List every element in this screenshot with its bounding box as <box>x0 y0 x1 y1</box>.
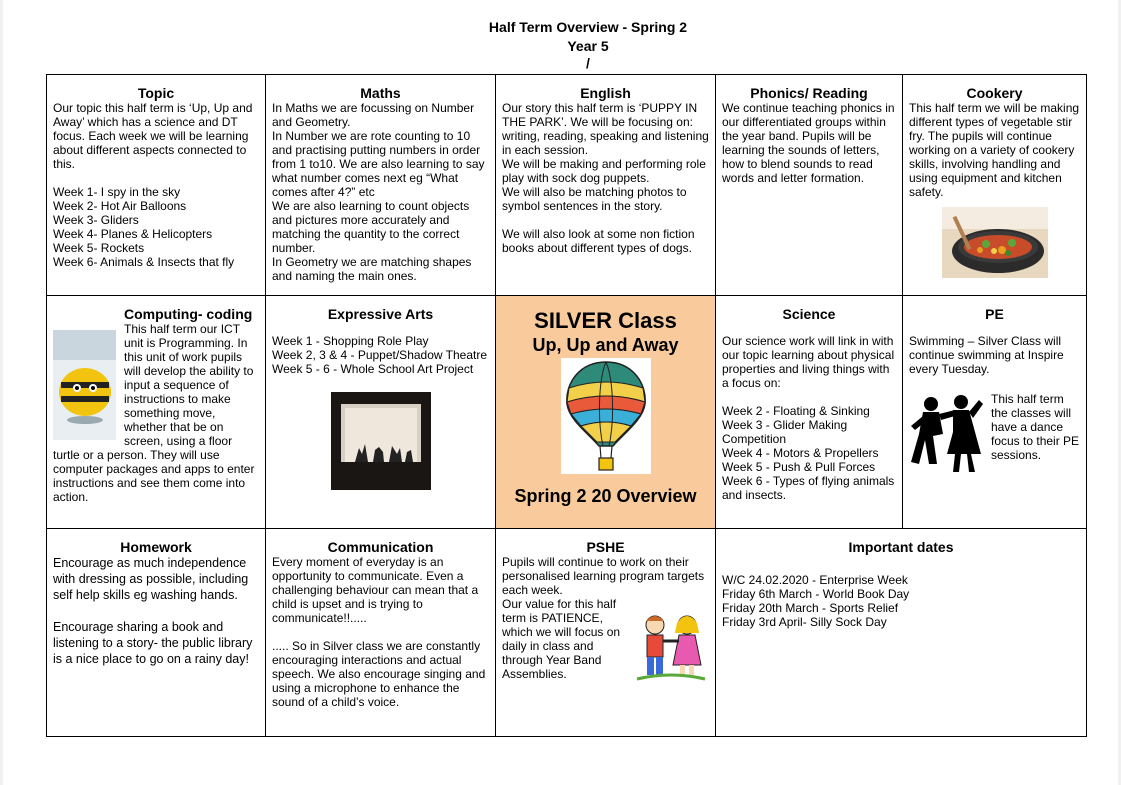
arts-heading: Expressive Arts <box>327 306 434 322</box>
dates-heading: Important dates <box>848 539 954 555</box>
maths-heading: Maths <box>360 85 401 101</box>
communication-heading: Communication <box>327 539 434 555</box>
silver-class-cell <box>496 296 716 529</box>
communication-cell <box>266 529 496 737</box>
doc-slash: / <box>586 55 590 71</box>
overview-grid <box>46 74 1087 737</box>
pe-cell <box>903 296 1087 529</box>
pe-heading: PE <box>985 306 1004 322</box>
dancers-icon <box>909 392 983 474</box>
computing-cell <box>47 296 266 529</box>
silver-class-footer: Spring 2 20 Overview <box>514 486 697 506</box>
pe-text-dance: This half term the classes will have a dance focus to their PE sessions. <box>991 392 1080 462</box>
pshe-heading: PSHE <box>586 539 625 555</box>
bee-bot-icon <box>53 330 116 440</box>
homework-text: Encourage as much independence with dressing as possible, including self help skills eg washing hands. Encourage sharing a book and listening to a story- the public library is a nice place to go on a rainy day! <box>53 556 253 666</box>
topic-heading: Topic <box>137 85 175 101</box>
pshe-text-value: Our value for this half term is PATIENCE, which we will focus on daily in class and through Year Band Assemblies. <box>502 597 621 681</box>
maths-text: In Maths we are focussing on Number and Geometry. In Number we are rote counting to 10 and practising putting numbers in order from 1 to10. We are also learning to say what number comes next eg “What comes after 4?” etc We are also learning to count objects and pictures more accurately and matching the quantity to the correct number. In Geometry we are matching shapes and naming the main ones. <box>272 101 485 283</box>
hot-air-balloon-icon <box>561 358 651 474</box>
cookery-text: This half term we will be making different types of vegetable stir fry. The pupils will continue working on a variety of cookery skills, involving handling and using equipment and kitchen safety. <box>909 101 1080 199</box>
silver-class-subtitle: Up, Up and Away <box>532 335 679 355</box>
arts-cell <box>266 296 496 529</box>
english-heading: English <box>580 85 631 101</box>
shadow-theatre-icon <box>331 392 431 490</box>
english-cell <box>496 75 716 296</box>
homework-cell <box>47 529 266 737</box>
computing-heading: Computing- coding <box>124 306 253 322</box>
pshe-cell <box>496 529 716 737</box>
doc-subtitle: Year 5 <box>567 38 609 54</box>
stir-fry-icon <box>942 207 1048 278</box>
cookery-heading: Cookery <box>966 85 1023 101</box>
silver-class-title: SILVER Class <box>534 308 677 333</box>
phonics-cell <box>716 75 903 296</box>
phonics-heading: Phonics/ Reading <box>750 85 868 101</box>
dates-cell <box>716 529 1087 737</box>
doc-title: Half Term Overview - Spring 2 <box>488 19 688 35</box>
topic-cell <box>47 75 266 296</box>
left-edge <box>0 0 3 785</box>
science-heading: Science <box>782 306 836 322</box>
computing-text: This half term our ICT unit is Programming. In this unit of work pupils will develop the ability to input a sequence of instructions to make something move, whether that be on screen, using a floor turtle or a person. They will use computer packages and apps to enter instructions and see them come into action. <box>53 322 255 504</box>
topic-text: Our topic this half term is ‘Up, Up and Away’ which has a science and DT focus. Each week we will be learning about different aspects connected to this. Week 1- I spy in the sky Week 2- Hot Air Balloons Week 3- Gliders Week 4- Planes & Helicopters Week 5- Rockets Week 6- Animals & Insects that fly <box>53 101 253 269</box>
communication-text: Every moment of everyday is an opportunity to communicate. Even a challenging behaviour can mean that a child is upset and is trying to communicate!!..... ..... So in Silver class we are constantly encouraging interactions and actual speech. We also encourage singing and using a microphone to enhance the sound of a child’s voice. <box>272 555 486 709</box>
phonics-text: We continue teaching phonics in our differentiated groups within the year band. Pupils will be learning the sounds of letters, how to blend sounds to read words and letter formation. <box>722 101 895 185</box>
maths-cell <box>266 75 496 296</box>
science-text: Our science work will link in with our topic learning about physical properties and living things with a focus on: Week 2 - Floating & Sinking Week 3 - Glider Making Competition Week 4 - Motors & Propellers Week 5 - Push & Pull Forces Week 6 - Types of flying animals and insects. <box>722 334 895 502</box>
cookery-cell <box>903 75 1087 296</box>
arts-text: Week 1 - Shopping Role Play Week 2, 3 & 4 - Puppet/Shadow Theatre Week 5 - 6 - Whole School Art Project <box>272 334 488 376</box>
english-text: Our story this half term is ‘PUPPY IN THE PARK’. We will be focusing on: writing, reading, speaking and listening in each session. We will be making and performing role play with sock dog puppets. We will also be matching photos to symbol sentences in the story. We will also look at some non fiction books about different types of dogs. <box>502 101 709 255</box>
homework-heading: Homework <box>120 539 192 555</box>
pshe-text-targets: Pupils will continue to work on their personalised learning program targets each week. <box>502 555 705 597</box>
science-cell <box>716 296 903 529</box>
dates-text: W/C 24.02.2020 - Enterprise Week Friday 6th March - World Book Day Friday 20th March - Sports Relief Friday 3rd April- Silly Sock Day <box>722 573 910 629</box>
children-holding-hands-icon <box>633 609 709 685</box>
pe-text-swimming: Swimming – Silver Class will continue swimming at Inspire every Tuesday. <box>909 334 1064 376</box>
